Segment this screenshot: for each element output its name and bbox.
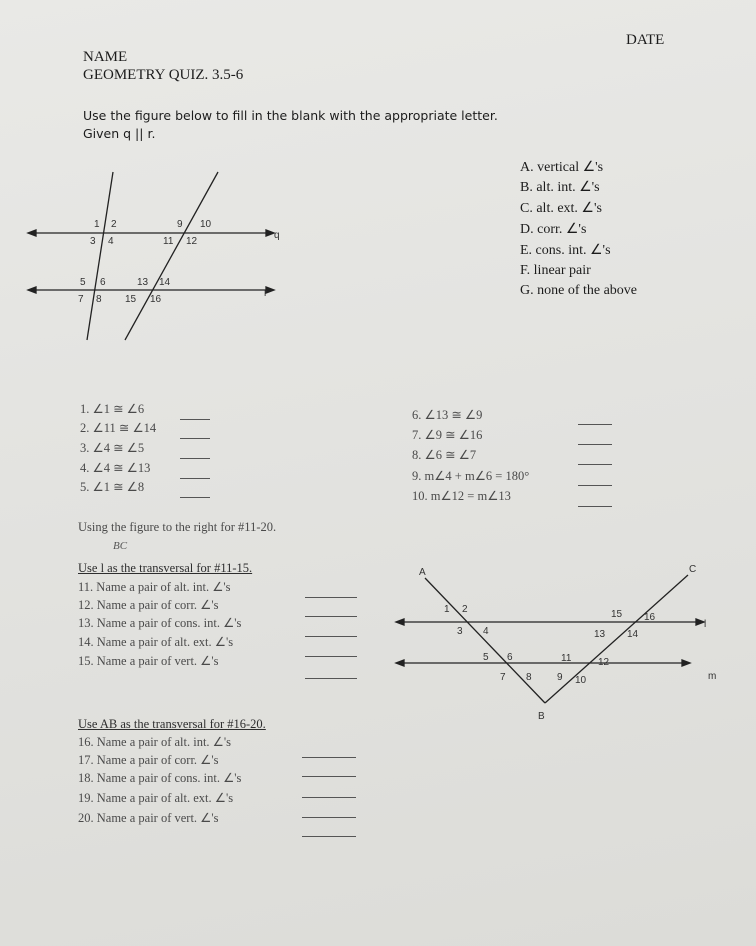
instructions-line2: Given q || r. xyxy=(83,126,156,141)
line-r-label: r xyxy=(264,288,268,299)
angle-label: 13 xyxy=(137,277,149,288)
question-19: 19. Name a pair of alt. ext. ∠'s xyxy=(78,791,234,805)
question-6: 6. ∠13 ≅ ∠9 xyxy=(412,408,483,422)
angle-label: 11 xyxy=(561,653,572,664)
angle-label: 6 xyxy=(100,277,106,288)
angle-label: 12 xyxy=(598,657,610,668)
angle-label: 11 xyxy=(163,236,174,247)
angle-label: 1 xyxy=(444,604,450,615)
question-16: 16. Name a pair of alt. int. ∠'s xyxy=(78,735,232,749)
angle-label: 14 xyxy=(159,277,171,288)
section2-heading-a: Use l as the transversal for #11-15. xyxy=(78,561,253,575)
question-20: 20. Name a pair of vert. ∠'s xyxy=(78,811,219,825)
question-12: 12. Name a pair of corr. ∠'s xyxy=(78,598,219,612)
angle-label: 9 xyxy=(557,672,563,683)
angle-label: 13 xyxy=(594,629,606,640)
angle-label: 3 xyxy=(457,626,463,637)
section2-heading-b: Use AB as the transversal for #16-20. xyxy=(78,717,266,731)
section2-intro: Using the figure to the right for #11-20. xyxy=(78,520,277,534)
angle-label: 3 xyxy=(90,236,96,247)
question-7: 7. ∠9 ≅ ∠16 xyxy=(412,428,483,442)
angle-label: 4 xyxy=(483,626,489,637)
question-17: 17. Name a pair of corr. ∠'s xyxy=(78,753,219,767)
choice-c: C. alt. ext. ∠'s xyxy=(520,201,602,216)
name-label: NAME xyxy=(83,49,128,65)
question-18: 18. Name a pair of cons. int. ∠'s xyxy=(78,771,242,785)
angle-label: 2 xyxy=(462,604,468,615)
angle-label: 7 xyxy=(78,294,84,305)
segment-bc xyxy=(545,575,688,703)
line-m-label: m xyxy=(708,671,717,682)
angle-label: 7 xyxy=(500,672,506,683)
choice-e: E. cons. int. ∠'s xyxy=(520,243,611,258)
point-c-label: C xyxy=(689,564,697,575)
choice-g: G. none of the above xyxy=(520,283,638,298)
choice-f: F. linear pair xyxy=(520,263,591,278)
angle-label: 6 xyxy=(507,652,513,663)
angle-label: 14 xyxy=(627,629,639,640)
angle-label: 5 xyxy=(80,277,86,288)
angle-label: 16 xyxy=(150,294,162,305)
question-13: 13. Name a pair of cons. int. ∠'s xyxy=(78,616,242,630)
angle-label: 9 xyxy=(177,219,183,230)
question-14: 14. Name a pair of alt. ext. ∠'s xyxy=(78,635,234,649)
question-8: 8. ∠6 ≅ ∠7 xyxy=(412,448,477,462)
angle-label: 4 xyxy=(108,236,114,247)
choice-b: B. alt. int. ∠'s xyxy=(520,180,600,195)
angle-label: 10 xyxy=(575,675,587,686)
line-q-label: q xyxy=(274,230,280,241)
question-2: 2. ∠11 ≅ ∠14 xyxy=(80,421,157,435)
question-9: 9. m∠4 + m∠6 = 180° xyxy=(412,469,530,483)
segment-ab xyxy=(425,578,545,703)
point-a-label: A xyxy=(419,567,426,578)
question-15: 15. Name a pair of vert. ∠'s xyxy=(78,654,219,668)
question-4: 4. ∠4 ≅ ∠13 xyxy=(80,461,151,475)
angle-label: 5 xyxy=(483,652,489,663)
arrow-icon xyxy=(396,660,404,666)
question-3: 3. ∠4 ≅ ∠5 xyxy=(80,441,145,455)
question-1: 1. ∠1 ≅ ∠6 xyxy=(80,402,145,416)
arrow-icon xyxy=(682,660,690,666)
arrow-icon xyxy=(696,619,704,625)
choice-d: D. corr. ∠'s xyxy=(520,222,587,237)
handwritten-note: BC xyxy=(113,540,128,552)
question-11: 11. Name a pair of alt. int. ∠'s xyxy=(78,580,231,594)
angle-label: 1 xyxy=(94,219,100,230)
angle-label: 2 xyxy=(111,219,117,230)
date-label: DATE xyxy=(626,32,665,48)
choice-a: A. vertical ∠'s xyxy=(520,160,604,175)
point-b-label: B xyxy=(538,711,545,722)
angle-label: 8 xyxy=(526,672,532,683)
angle-label: 12 xyxy=(186,236,198,247)
angle-label: 8 xyxy=(96,294,102,305)
angle-label: 15 xyxy=(125,294,137,305)
angle-label: 16 xyxy=(644,612,656,623)
quiz-title: GEOMETRY QUIZ. 3.5-6 xyxy=(83,67,244,83)
angle-label: 10 xyxy=(200,219,212,230)
question-5: 5. ∠1 ≅ ∠8 xyxy=(80,480,145,494)
line-l-label: l xyxy=(704,619,707,630)
question-10: 10. m∠12 = m∠13 xyxy=(412,489,511,503)
arrow-icon xyxy=(396,619,404,625)
instructions-line1: Use the figure below to fill in the blank with the appropriate letter. xyxy=(83,108,498,123)
angle-label: 15 xyxy=(611,609,623,620)
